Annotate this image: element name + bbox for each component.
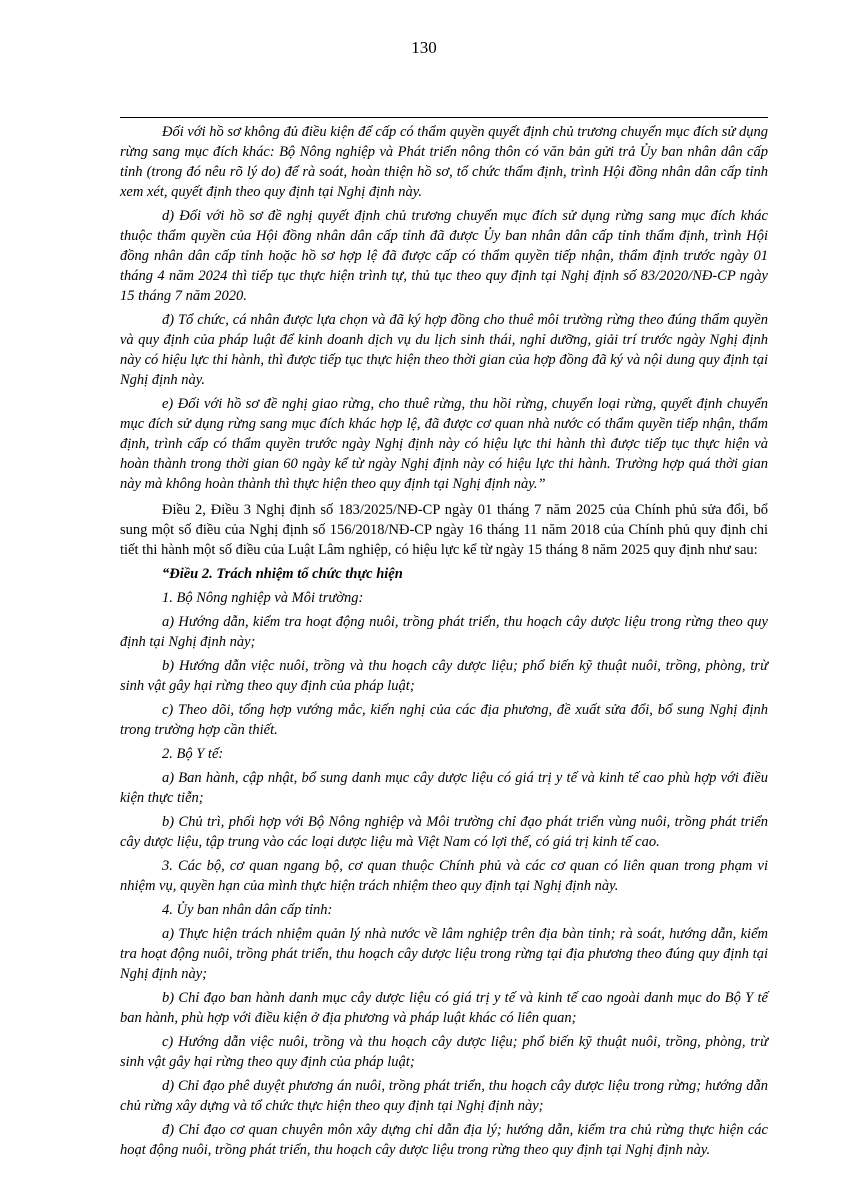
article-2-heading: “Điều 2. Trách nhiệm tổ chức thực hiện	[162, 566, 403, 582]
document-body	[120, 122, 768, 1164]
item-4b: b) Chỉ đạo ban hành danh mục cây dược liệu có giá trị y tế và kinh tế cao ngoài danh mục do Bộ Y tế ban hành, phù hợp với điều kiện ở địa phương và pháp luật khác có liên quan;	[120, 990, 768, 1026]
header-divider	[120, 117, 768, 118]
item-4-provincial-committee: 4. Ủy ban nhân dân cấp tỉnh:	[162, 902, 333, 918]
paragraph-clause-dd: đ) Tổ chức, cá nhân được lựa chọn và đã ký hợp đồng cho thuê môi trường rừng theo đúng thẩm quyền và quy định của pháp luật để kinh doanh dịch vụ du lịch sinh thái, nghỉ dưỡng, giải trí trước ngày Nghị định này có hiệu lực thi hành, thì được tiếp tục thực hiện theo thời gian của hợp đồng đã ký và nội dung quy định tại Nghị định này.	[120, 312, 768, 388]
page-number: 130	[411, 38, 437, 57]
item-3-ministries: 3. Các bộ, cơ quan ngang bộ, cơ quan thuộc Chính phủ và các cơ quan có liên quan trong phạm vi nhiệm vụ, quyền hạn của mình thực hiện trách nhiệm theo quy định tại Nghị định này.	[120, 858, 768, 894]
item-2-ministry-health: 2. Bộ Y tế:	[162, 746, 224, 762]
item-1c: c) Theo dõi, tổng hợp vướng mắc, kiến nghị của các địa phương, đề xuất sửa đổi, bổ sung Nghị định trong trường hợp cần thiết.	[120, 702, 768, 738]
item-4c: c) Hướng dẫn việc nuôi, trồng và thu hoạch cây dược liệu; phổ biến kỹ thuật nuôi, trồng, phòng, trừ sinh vật gây hại rừng theo quy định của pháp luật;	[120, 1034, 768, 1070]
paragraph-return-dossier: Đối với hồ sơ không đủ điều kiện để cấp có thẩm quyền quyết định chủ trương chuyển mục đích sử dụng rừng sang mục đích khác: Bộ Nông nghiệp và Phát triển nông thôn có văn bản gửi trả Ủy ban nhân dân cấp tỉnh (trong đó nêu rõ lý do) để rà soát, hoàn thiện hồ sơ, tổ chức thẩm định, trình Hội đồng nhân dân cấp tỉnh xem xét, quyết định theo quy định tại Nghị định này.	[120, 124, 768, 200]
paragraph-decree-intro: Điều 2, Điều 3 Nghị định số 183/2025/NĐ-CP ngày 01 tháng 7 năm 2025 của Chính phủ sửa đổi, bổ sung một số điều của Nghị định số 156/2018/NĐ-CP ngày 16 tháng 11 năm 2018 của Chính phủ quy định chi tiết thi hành một số điều của Luật Lâm nghiệp, có hiệu lực kể từ ngày 15 tháng 8 năm 2025 quy định như sau:	[120, 502, 768, 558]
paragraph-clause-e: e) Đối với hồ sơ đề nghị giao rừng, cho thuê rừng, thu hồi rừng, chuyển loại rừng, quyết định chuyển mục đích sử dụng rừng sang mục đích khác hợp lệ, đã được cơ quan nhà nước có thẩm quyền tiếp nhận, thẩm định, trình cấp có thẩm quyền trước ngày Nghị định này có hiệu lực thi hành thì được tiếp tục thực hiện và hoàn thành trong thời gian 60 ngày kể từ ngày Nghị định này có hiệu lực thi hành. Trường hợp quá thời gian này mà không hoàn thành thì thực hiện theo quy định tại Nghị định này.”	[120, 396, 768, 492]
item-4a: a) Thực hiện trách nhiệm quản lý nhà nước về lâm nghiệp trên địa bàn tỉnh; rà soát, hướng dẫn, kiểm tra hoạt động nuôi, trồng phát triển, thu hoạch cây dược liệu trong rừng tại địa phương theo đúng quy định tại Nghị định này;	[120, 926, 768, 982]
item-1a: a) Hướng dẫn, kiểm tra hoạt động nuôi, trồng phát triển, thu hoạch cây dược liệu trong rừng theo quy định tại Nghị định này;	[120, 614, 768, 650]
item-1-ministry-agriculture: 1. Bộ Nông nghiệp và Môi trường:	[162, 590, 364, 606]
item-2a: a) Ban hành, cập nhật, bổ sung danh mục cây dược liệu có giá trị y tế và kinh tế cao phù hợp với điều kiện thực tiễn;	[120, 770, 768, 806]
item-1b: b) Hướng dẫn việc nuôi, trồng và thu hoạch cây dược liệu; phổ biến kỹ thuật nuôi, trồng, phòng, trừ sinh vật gây hại rừng theo quy định của pháp luật;	[120, 658, 768, 694]
item-4dd: đ) Chỉ đạo cơ quan chuyên môn xây dựng chỉ dẫn địa lý; hướng dẫn, kiểm tra chủ rừng thực hiện các hoạt động nuôi, trồng phát triển, thu hoạch cây dược liệu trong rừng theo quy định tại Nghị định này.	[120, 1122, 768, 1158]
paragraph-clause-d: d) Đối với hồ sơ đề nghị quyết định chủ trương chuyển mục đích sử dụng rừng sang mục đích khác thuộc thẩm quyền của Hội đồng nhân dân cấp tỉnh đã được Ủy ban nhân dân cấp tỉnh thẩm định, trình Hội đồng nhân dân cấp tỉnh hoặc hồ sơ hợp lệ đã được cấp có thẩm quyền tiếp nhận, thẩm định trước ngày 01 tháng 4 năm 2024 thì tiếp tục thực hiện trình tự, thủ tục theo quy định tại Nghị định số 83/2020/NĐ-CP ngày 15 tháng 7 năm 2020.	[120, 208, 768, 304]
item-4d: d) Chỉ đạo phê duyệt phương án nuôi, trồng phát triển, thu hoạch cây dược liệu trong rừng; hướng dẫn chủ rừng xây dựng và tổ chức thực hiện theo quy định tại Nghị định này;	[120, 1078, 768, 1114]
item-2b: b) Chủ trì, phối hợp với Bộ Nông nghiệp và Môi trường chỉ đạo phát triển vùng nuôi, trồng phát triển cây dược liệu, tập trung vào các loại dược liệu mà Việt Nam có lợi thế, có giá trị kinh tế cao.	[120, 814, 768, 850]
